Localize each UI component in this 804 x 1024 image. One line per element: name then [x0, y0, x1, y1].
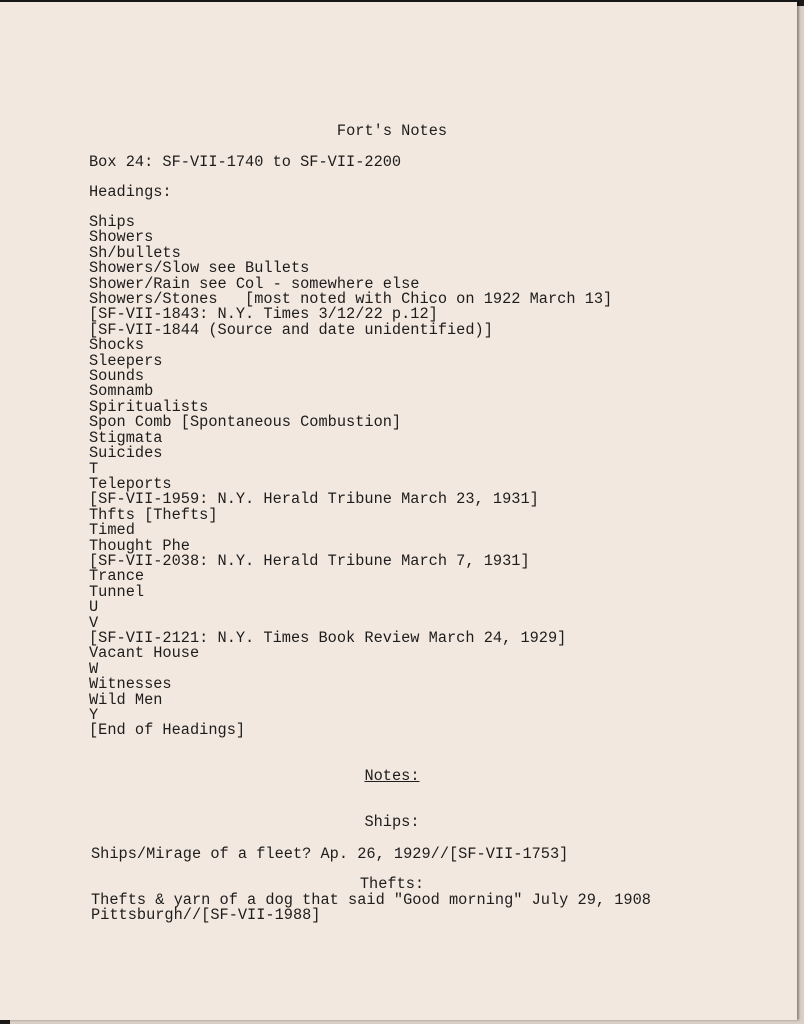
heading-item: W [89, 659, 99, 678]
heading-item: Y [89, 706, 99, 724]
heading-item: Stigmata [89, 428, 163, 447]
heading-item: Vacant House [89, 644, 200, 663]
heading-item: Showers [89, 228, 154, 247]
heading-item: Shower/Rain see Col - somewhere else [89, 274, 420, 293]
notes-label: Notes: [364, 767, 420, 785]
heading-item: Spon Comb [Spontaneous Combustion] [89, 413, 402, 432]
heading-item: Ships [89, 213, 135, 231]
heading-item: [SF-VII-1959: N.Y. Herald Tribune March 23, 1931] [89, 490, 539, 509]
heading-item: Sleepers [89, 351, 163, 370]
document-title: Fort's Notes [336, 122, 448, 140]
heading-item: Tunnel [89, 582, 145, 601]
section-heading-ships: Ships: [364, 813, 420, 831]
heading-item: Somnamb [89, 382, 154, 401]
heading-item: Trance [89, 567, 145, 586]
heading-item: Shocks [89, 336, 145, 355]
heading-item: [SF-VII-2038: N.Y. Herald Tribune March 7, 1931] [89, 551, 530, 570]
section-text-ships: Ships/Mirage of a fleet? Ap. 26, 1929//[SF-VII-1753] [91, 845, 569, 863]
heading-item: Spiritualists [89, 397, 209, 416]
section-heading-thefts: Thefts: [359, 875, 425, 893]
heading-item: Sounds [89, 367, 145, 386]
heading-item: Showers/Slow see Bullets [89, 259, 310, 278]
heading-item: [SF-VII-2121: N.Y. Times Book Review March 24, 1929] [89, 628, 567, 647]
heading-item: Thfts [Thefts] [89, 505, 218, 524]
heading-item: Suicides [89, 444, 163, 463]
headings-list [89, 215, 612, 739]
heading-item: U [89, 598, 99, 617]
heading-item: Timed [89, 521, 135, 540]
heading-item: Teleports [89, 474, 172, 493]
heading-item: [SF-VII-1843: N.Y. Times 3/12/22 p.12] [89, 305, 438, 324]
heading-item: V [89, 613, 99, 632]
heading-item: Thought Phe [89, 536, 190, 555]
document-page [0, 2, 797, 1020]
heading-item: [SF-VII-1844 (Source and date unidentified)] [89, 320, 493, 339]
heading-item: T [89, 459, 99, 478]
heading-item: Wild Men [89, 690, 163, 709]
heading-item: [End of Headings] [89, 721, 246, 740]
headings-label: Headings: [89, 183, 172, 201]
box-range: Box 24: SF-VII-1740 to SF-VII-2200 [89, 153, 402, 171]
section-text-thefts: Thefts & yarn of a dog that said "Good morning" July 29, 1908 Pittsburgh//[SF-VII-1988] [91, 891, 651, 925]
heading-item: Showers/Stones [most noted with Chico on 1922 March 13] [89, 290, 613, 309]
heading-item: Witnesses [89, 675, 172, 694]
heading-item: Sh/bullets [89, 243, 181, 262]
